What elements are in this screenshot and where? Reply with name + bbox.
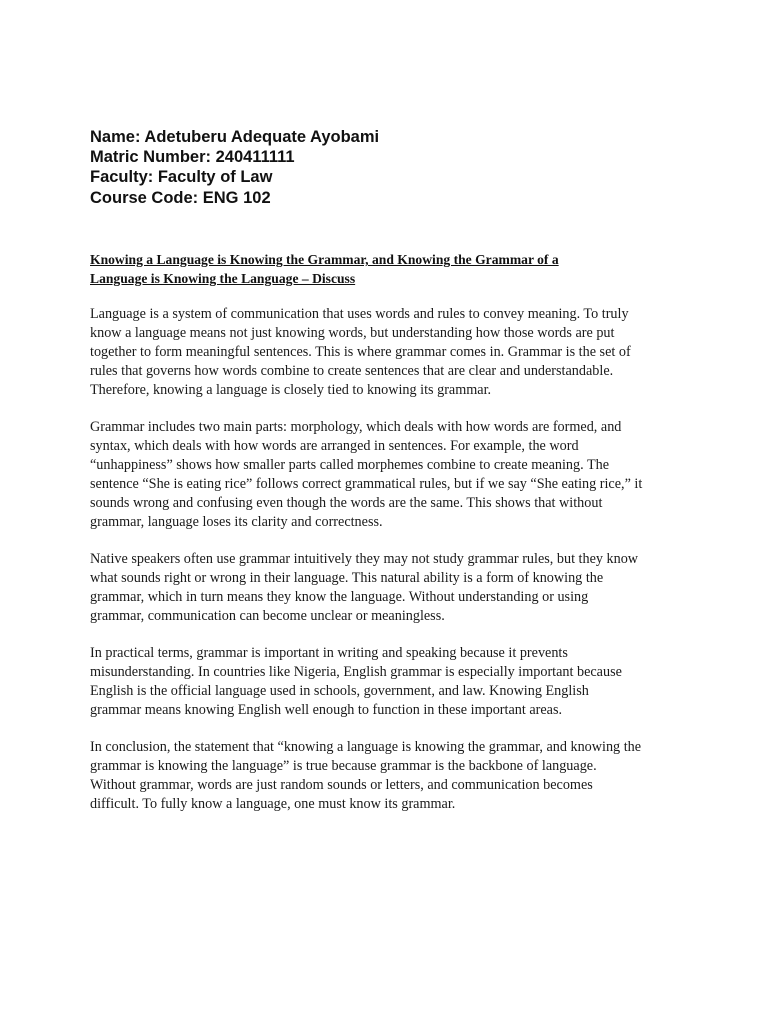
paragraph-line: what sounds right or wrong in their language. This natural ability is a form of knowing the [90, 570, 604, 586]
essay-title-line: Language is Knowing the Language – Discuss [90, 271, 356, 286]
student-name: Name: Adetuberu Adequate Ayobami [90, 128, 380, 146]
essay-title [90, 250, 650, 288]
paragraph-line: Therefore, knowing a language is closely tied to knowing its grammar. [90, 382, 492, 398]
paragraph [90, 644, 690, 720]
student-info-header [90, 127, 690, 208]
paragraph-line: misunderstanding. In countries like Nigeria, English grammar is especially important because [90, 664, 622, 680]
paragraph-line: Without grammar, words are just random sounds or letters, and communication becomes [90, 777, 593, 793]
paragraph-line: grammar, which in turn means they know the language. Without understanding or using [90, 589, 589, 605]
course-code: Course Code: ENG 102 [90, 188, 271, 207]
paragraph [90, 418, 690, 532]
paragraph-line: Native speakers often use grammar intuitively they may not study grammar rules, but they know [90, 551, 639, 567]
paragraph-line: Grammar includes two main parts: morphology, which deals with how words are formed, and [90, 419, 622, 435]
paragraph-line: together to form meaningful sentences. This is where grammar comes in. Grammar is the set of [90, 344, 631, 360]
paragraph-line: In practical terms, grammar is important in writing and speaking because it prevents [90, 645, 568, 661]
paragraph-line: English is the official language used in schools, government, and law. Knowing English [90, 683, 589, 699]
paragraph [90, 305, 690, 400]
paragraph-line: In conclusion, the statement that “knowing a language is knowing the grammar, and knowing the [90, 739, 642, 755]
paragraph-line: know a language means not just knowing words, but understanding how those words are put [90, 325, 615, 341]
paragraph-line: “unhappiness” shows how smaller parts called morphemes combine to create meaning. The [90, 457, 610, 473]
matric-number: Matric Number: 240411111 [90, 148, 295, 167]
paragraph-line: syntax, which deals with how words are arranged in sentences. For example, the word [90, 438, 579, 454]
paragraph [90, 550, 690, 626]
paragraph-line: grammar is knowing the language” is true because grammar is the backbone of language. [90, 758, 597, 774]
paragraph-line: grammar, language loses its clarity and correctness. [90, 514, 383, 530]
paragraph-line: Language is a system of communication that uses words and rules to convey meaning. To truly [90, 306, 629, 322]
paragraph-line: grammar means knowing English well enough to function in these important areas. [90, 702, 563, 718]
faculty: Faculty: Faculty of Law [90, 168, 273, 187]
paragraph [90, 738, 690, 814]
paragraph-line: sounds wrong and confusing even though the words are the same. This shows that without [90, 495, 603, 511]
paragraph-line: sentence “She is eating rice” follows correct grammatical rules, but if we say “She eating rice,” it [90, 476, 643, 492]
paragraph-line: rules that governs how words combine to create sentences that are clear and understandable. [90, 363, 614, 379]
paragraph-line: difficult. To fully know a language, one must know its grammar. [90, 796, 456, 812]
essay-title-line: Knowing a Language is Knowing the Grammar, and Knowing the Grammar of a [90, 252, 559, 267]
paragraph-line: grammar, communication can become unclear or meaningless. [90, 608, 445, 624]
